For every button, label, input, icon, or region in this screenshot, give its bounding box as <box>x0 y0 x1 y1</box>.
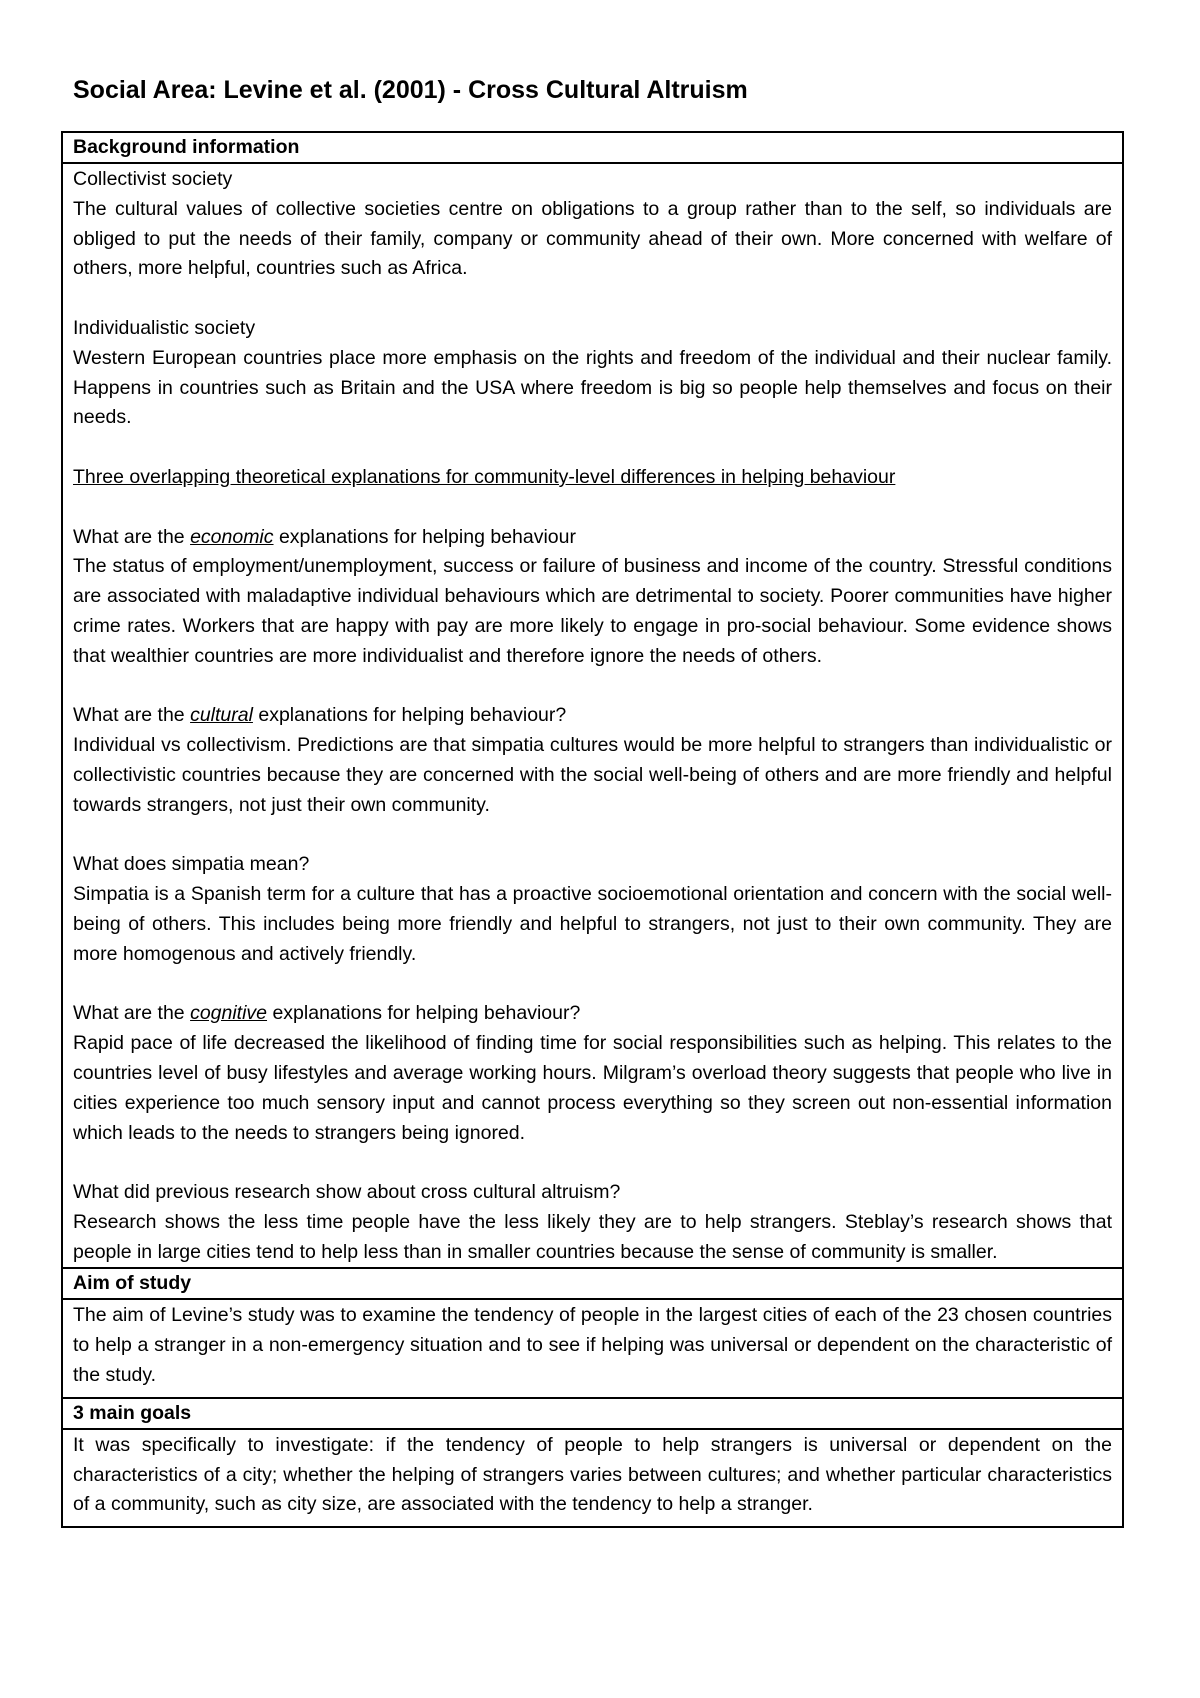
aim-text: The aim of Levine’s study was to examine the tendency of people in the largest cities of each of the 23 chosen countries to help a stranger in a non-emergency situation and to see if helping was universal or dependent on the characteristic of the study. <box>73 1304 1112 1387</box>
cultural-question: What are the cultural explanations for helping behaviour? <box>73 704 567 727</box>
individualistic-heading: Individualistic society <box>73 316 256 339</box>
collectivist-text: The cultural values of collective societies centre on obligations to a group rather than to the self, so individuals are obliged to put the needs of their family, company or community ahead of their own. More concerned with welfare of others, more helpful, countries such as Africa. <box>73 197 1112 280</box>
goals-text: It was specifically to investigate: if the tendency of people to help strangers is universal or dependent on the characteristics of a city; whether the helping of strangers varies between cultures; and whether particular characteristics of a community, such as city size, are associated with the tendency to help a stranger. <box>73 1433 1112 1516</box>
background-body <box>63 164 1122 1267</box>
page-title: Social Area: Levine et al. (2001) - Cross Cultural Altruism <box>73 76 748 104</box>
previous-research-question: What did previous research show about cross cultural altruism? <box>73 1181 621 1204</box>
cultural-keyword: cultural <box>190 704 253 727</box>
individualistic-text: Western European countries place more emphasis on the rights and freedom of the individual and their nuclear family. Happens in countries such as Britain and the USA where freedom is big so people help themselves and focus on their needs. <box>73 346 1112 429</box>
cultural-text: Individual vs collectivism. Predictions are that simpatia cultures would be more helpful to strangers than individualistic or collectivistic countries because they are concerned with the social well-being of others and are more friendly and helpful towards strangers, not just their own community. <box>73 734 1112 816</box>
economic-keyword: economic <box>190 525 274 548</box>
notes-table <box>61 131 1124 1528</box>
goals-header: 3 main goals <box>63 1399 1122 1430</box>
simpatia-text: Simpatia is a Spanish term for a culture that has a proactive socioemotional orientation and concern with the social well-being of others. This includes being more friendly and helpful to strangers, not just to their own community. They are more homogenous and actively friendly. <box>73 883 1112 965</box>
aim-header: Aim of study <box>63 1269 1122 1300</box>
cognitive-keyword: cognitive <box>190 1002 268 1025</box>
cognitive-question: What are the cognitive explanations for helping behaviour? <box>73 1002 581 1025</box>
economic-text: The status of employment/unemployment, success or failure of business and income of the country. Stressful conditions are associated with maladaptive individual behaviours which are detrimental to society. Poorer communities have higher crime rates. Workers that are happy with pay are more likely to engage in pro-social behaviour. Some evidence shows that wealthier countries are more individualist and therefore ignore the needs of others. <box>73 555 1112 667</box>
collectivist-heading: Collectivist society <box>73 168 233 190</box>
goals-body <box>63 1430 1122 1526</box>
aim-body <box>63 1300 1122 1396</box>
previous-research-text: Research shows the less time people have the less likely they are to help strangers. Steblay’s research shows that people in large cities tend to help less than in smaller countries because the sense of community is smaller. <box>73 1210 1112 1263</box>
simpatia-question: What does simpatia mean? <box>73 853 310 876</box>
economic-question: What are the economic explanations for helping behaviour <box>73 525 576 548</box>
cognitive-text: Rapid pace of life decreased the likelihood of finding time for social responsibilities such as helping. This relates to the countries level of busy lifestyles and average working hours. Milgram’s overload theory suggests that people who live in cities experience too much sensory input and cannot process everything so they screen out non-essential information which leads to the needs to strangers being ignored. <box>73 1032 1112 1144</box>
three-explanations-heading: Three overlapping theoretical explanations for community-level differences in helping behaviour <box>73 465 896 488</box>
background-header: Background information <box>63 133 1122 164</box>
